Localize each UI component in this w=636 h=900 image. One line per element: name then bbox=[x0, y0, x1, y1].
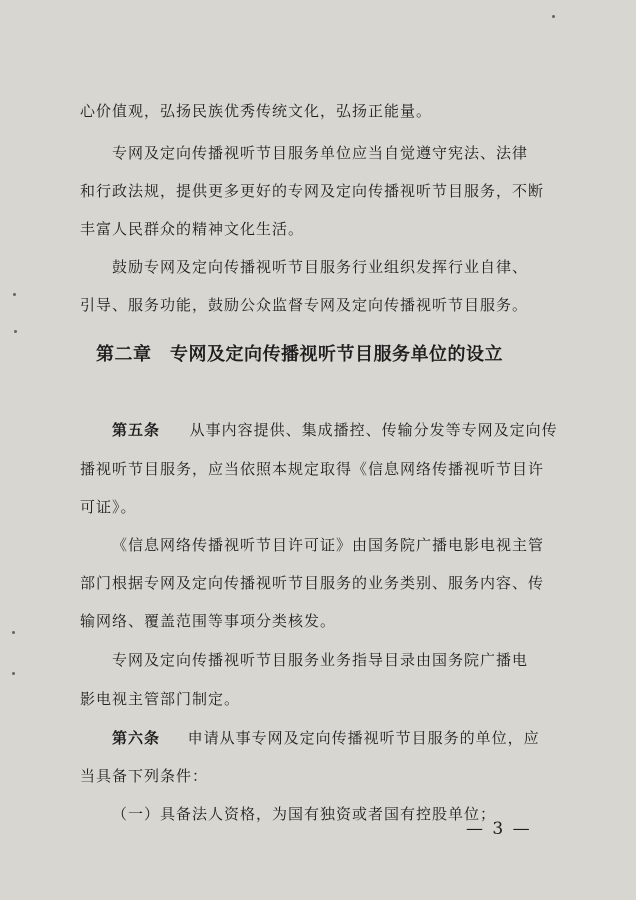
paragraph-line: 丰富人民群众的精神文化生活。 bbox=[80, 220, 305, 238]
scan-speck bbox=[14, 330, 17, 333]
paragraph-line: 可证》。 bbox=[80, 498, 137, 516]
article-5-label: 第五条 bbox=[112, 421, 161, 439]
scan-speck bbox=[13, 293, 16, 296]
paragraph-line: 引导、服务功能，鼓励公众监督专网及定向传播视听节目服务。 bbox=[80, 296, 529, 314]
paragraph-line: 《信息网络传播视听节目许可证》由国务院广播电影电视主管 bbox=[112, 536, 545, 554]
scan-speck bbox=[12, 631, 15, 634]
article-5-text: 从事内容提供、集成播控、传输分发等专网及定向传 bbox=[189, 421, 558, 439]
paragraph-line: 鼓励专网及定向传播视听节目服务行业组织发挥行业自律、 bbox=[112, 258, 529, 276]
article-6-label: 第六条 bbox=[112, 729, 161, 747]
page-number: — 3 — bbox=[466, 819, 532, 839]
paragraph-line: 输网络、覆盖范围等事项分类核发。 bbox=[80, 612, 337, 630]
article-5-first-line bbox=[112, 420, 558, 440]
paragraph-line: 和行政法规，提供更多更好的专网及定向传播视听节目服务，不断 bbox=[80, 182, 545, 200]
paragraph-line: 部门根据专网及定向传播视听节目服务的业务类别、服务内容、传 bbox=[80, 574, 545, 592]
paragraph-line: 心价值观，弘扬民族优秀传统文化，弘扬正能量。 bbox=[80, 102, 433, 120]
paragraph-line: （一）具备法人资格，为国有独资或者国有控股单位； bbox=[112, 805, 497, 823]
paragraph-line: 专网及定向传播视听节目服务业务指导目录由国务院广播电 bbox=[112, 651, 529, 669]
scan-speck bbox=[12, 672, 15, 675]
paragraph-line: 播视听节目服务，应当依照本规定取得《信息网络传播视听节目许 bbox=[80, 460, 545, 478]
scan-speck bbox=[552, 15, 555, 18]
chapter-heading: 第二章 专网及定向传播视听节目服务单位的设立 bbox=[96, 344, 503, 365]
paragraph-line: 专网及定向传播视听节目服务单位应当自觉遵守宪法、法律 bbox=[112, 144, 529, 162]
article-6-text: 申请从事专网及定向传播视听节目服务的单位，应 bbox=[187, 729, 540, 747]
paragraph-line: 当具备下列条件： bbox=[80, 767, 209, 785]
paragraph-line: 影电视主管部门制定。 bbox=[80, 690, 241, 708]
article-6-first-line bbox=[112, 728, 540, 748]
